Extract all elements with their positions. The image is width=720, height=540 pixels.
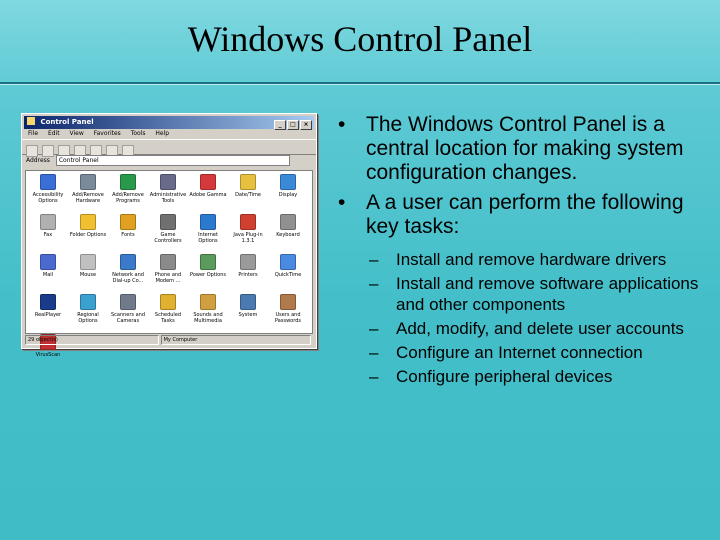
applet-icon [40, 254, 56, 270]
title-divider [0, 82, 720, 85]
applet-icon [120, 254, 136, 270]
control-panel-item[interactable] [68, 254, 108, 294]
applet-label: Add/Remove Programs [112, 192, 144, 204]
applet-label: VirusScan [35, 352, 61, 358]
menu-file[interactable]: File [28, 130, 39, 137]
menu-help[interactable]: Help [155, 130, 170, 137]
menu-edit[interactable]: Edit [47, 130, 60, 137]
applet-label: Phone and Modem ... [154, 272, 182, 284]
control-panel-item[interactable] [268, 294, 308, 334]
applet-label: Power Options [190, 272, 226, 278]
applet-icon [160, 174, 176, 190]
maximize-icon[interactable]: □ [287, 120, 299, 130]
control-panel-item[interactable] [28, 294, 68, 334]
applet-label: Folder Options [69, 232, 107, 238]
applet-label: Date/Time [235, 192, 261, 198]
applet-label: QuickTime [274, 272, 302, 278]
control-panel-item[interactable] [188, 174, 228, 214]
control-panel-item[interactable] [28, 174, 68, 214]
applet-label: Sounds and Multimedia [193, 312, 223, 324]
applet-icon [120, 174, 136, 190]
control-panel-item[interactable] [228, 214, 268, 254]
applet-label: Mouse [79, 272, 97, 278]
control-panel-item[interactable] [188, 294, 228, 334]
applet-icon [280, 174, 296, 190]
control-panel-item[interactable] [228, 294, 268, 334]
applet-label: Scanners and Cameras [110, 312, 146, 324]
applet-label: Fax [43, 232, 53, 238]
control-panel-item[interactable] [108, 254, 148, 294]
applet-label: Accessibility Options [32, 192, 64, 204]
sub-bullet-item: – Configure peripheral devices [369, 367, 613, 386]
minimize-icon[interactable]: _ [274, 120, 286, 130]
control-panel-item[interactable] [108, 174, 148, 214]
applet-label: Users and Passwords [275, 312, 301, 324]
applet-icon [120, 214, 136, 230]
applet-label: Printers [238, 272, 258, 278]
applet-icon [160, 254, 176, 270]
bullet-item: • The Windows Control Panel is a central location for making system configuration changes. [338, 113, 684, 184]
applet-label: Game Controllers [154, 232, 182, 244]
sub-bullet-item: – Add, modify, and delete user accounts [369, 319, 684, 338]
applet-label: Administrative Tools [149, 192, 187, 204]
applet-icon [80, 174, 96, 190]
applet-icon [160, 294, 176, 310]
applet-label: Scheduled Tasks [154, 312, 182, 324]
control-panel-item[interactable] [68, 294, 108, 334]
applet-icon [240, 294, 256, 310]
applet-icon [120, 294, 136, 310]
sub-bullet-list [336, 249, 706, 387]
control-panel-item[interactable] [228, 174, 268, 214]
address-input[interactable]: Control Panel [56, 155, 290, 166]
applet-icon [280, 294, 296, 310]
control-panel-item[interactable] [68, 174, 108, 214]
control-panel-screenshot [21, 113, 317, 358]
control-panel-item[interactable] [268, 254, 308, 294]
applet-icon [200, 254, 216, 270]
applet-label: Display [278, 192, 298, 198]
applet-icon [80, 214, 96, 230]
control-panel-item[interactable] [28, 214, 68, 254]
bullet-item: • A a user can perform the following key tasks: [338, 191, 684, 238]
applet-icon [40, 294, 56, 310]
control-panel-item[interactable] [28, 254, 68, 294]
applet-icon [40, 214, 56, 230]
window-title: Control Panel [40, 118, 94, 126]
menu-favorites[interactable]: Favorites [93, 130, 121, 137]
applet-label: Mail [42, 272, 54, 278]
applet-label: Adobe Gamma [189, 192, 227, 198]
applet-icon [280, 254, 296, 270]
sub-bullet-item: – Install and remove software applications and other components [369, 274, 699, 314]
menu-tools[interactable]: Tools [130, 130, 146, 137]
control-panel-icon [27, 117, 35, 125]
control-panel-item[interactable] [148, 294, 188, 334]
bullet-list [336, 113, 706, 390]
applet-label: Java Plug-in 1.3.1 [233, 232, 263, 244]
applet-icon [200, 174, 216, 190]
menu-view[interactable]: View [69, 130, 84, 137]
applet-icon [80, 294, 96, 310]
control-panel-item[interactable] [108, 294, 148, 334]
applet-label: Regional Options [77, 312, 99, 324]
control-panel-item[interactable] [148, 214, 188, 254]
applet-icon [200, 214, 216, 230]
applet-icon [160, 214, 176, 230]
applet-icon [80, 254, 96, 270]
applet-icon [240, 254, 256, 270]
applet-label: Internet Options [198, 232, 218, 244]
control-panel-item[interactable] [188, 214, 228, 254]
toolbar [22, 139, 316, 155]
control-panel-item[interactable] [148, 254, 188, 294]
applet-icon [240, 214, 256, 230]
status-object-count: 29 object(s) [25, 335, 159, 345]
sub-bullet-item: – Configure an Internet connection [369, 343, 643, 362]
control-panel-item[interactable] [188, 254, 228, 294]
menu-bar [22, 129, 316, 139]
applet-label: Add/Remove Hardware [72, 192, 104, 204]
applet-icon [280, 214, 296, 230]
control-panel-item[interactable] [228, 254, 268, 294]
applet-icon [40, 174, 56, 190]
applet-icon [200, 294, 216, 310]
control-panel-item[interactable] [268, 214, 308, 254]
control-panel-item[interactable] [108, 214, 148, 254]
address-bar [22, 155, 316, 167]
control-panel-item[interactable] [148, 174, 188, 214]
applet-label: Keyboard [276, 232, 300, 238]
applet-label: System [238, 312, 258, 318]
applet-label: Network and Dial-up Co... [112, 272, 144, 284]
sub-bullet-item: – Install and remove hardware drivers [369, 250, 667, 269]
status-location: My Computer [161, 335, 311, 345]
status-bar [25, 335, 311, 345]
close-icon[interactable]: × [300, 120, 312, 130]
slide-title: Windows Control Panel [187, 19, 533, 59]
applet-icon [240, 174, 256, 190]
control-panel-item[interactable] [68, 214, 108, 254]
control-panel-item[interactable] [268, 174, 308, 214]
window-titlebar [24, 116, 314, 129]
applet-label: RealPlayer [34, 312, 62, 318]
address-label: Address [26, 157, 50, 164]
applet-label: Fonts [121, 232, 135, 238]
